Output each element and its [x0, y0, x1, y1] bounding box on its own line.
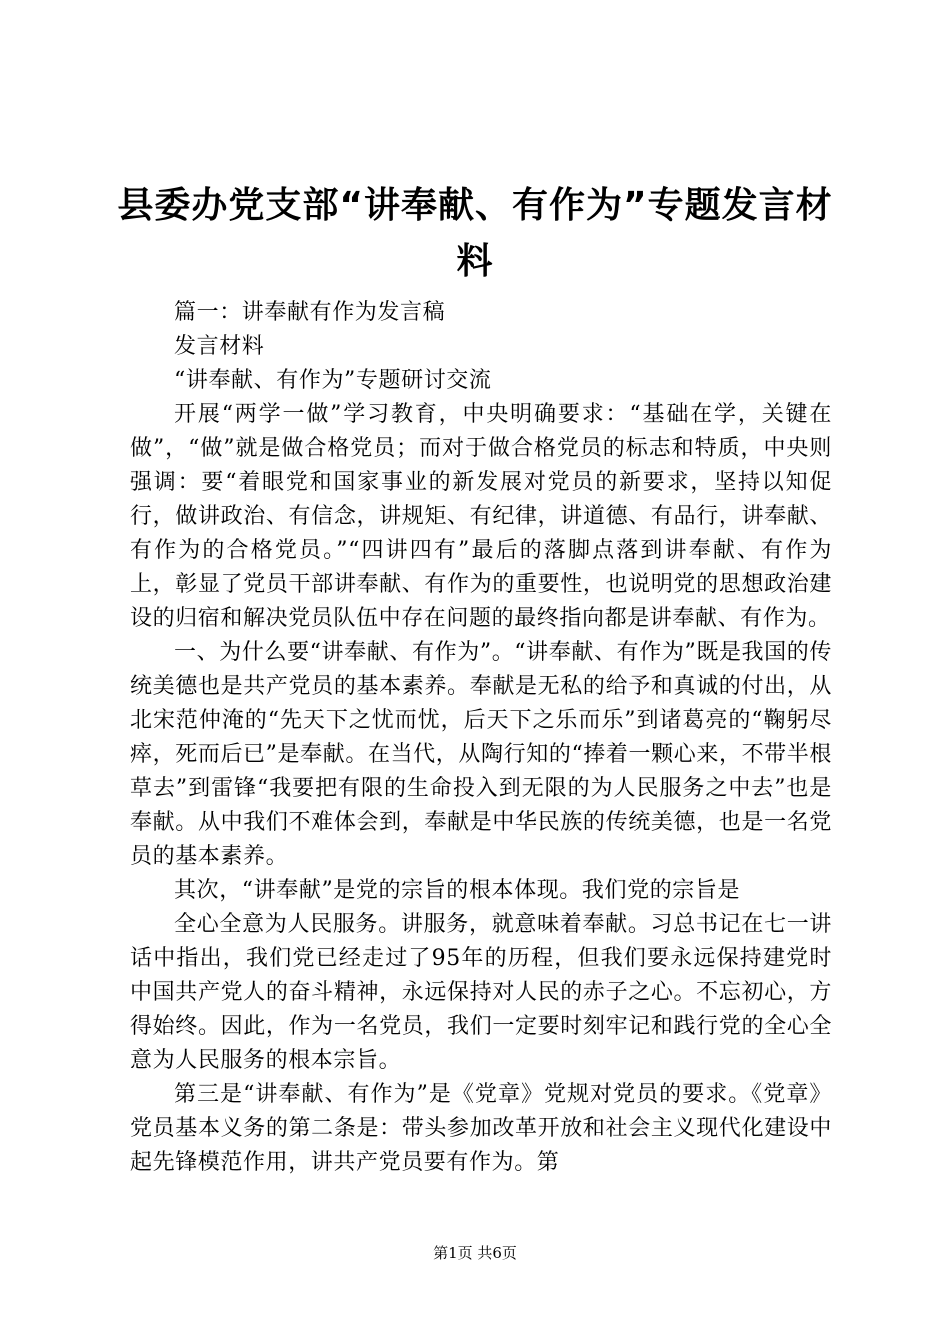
section-subtitle: “讲奉献、有作为”专题研讨交流 [174, 368, 492, 393]
page-number: 第1页 共6页 [433, 1244, 517, 1262]
section-label: 发言材料 [174, 334, 265, 359]
document-body [130, 296, 832, 1180]
paragraph-second: 其次，“讲奉献”是党的宗旨的根本体现。我们党的宗旨是 [174, 878, 741, 903]
document-title: 县委办党支部“讲奉献、有作为”专题发言材料 [117, 185, 833, 282]
article-heading: 篇一：讲奉献有作为发言稿 [174, 300, 446, 325]
paragraph-service: 全心全意为人民服务。讲服务，就意味着奉献。习总书记在七一讲话中指出，我们党已经走过了95年的历程，但我们要永远保持建党时中国共产党人的奋斗精神，永远保持对人民的赤子之心。不忘初心，方得始终。因此，作为一名党员，我们一定要时刻牢记和践行党的全心全意为人民服务的根本宗旨。 [130, 912, 832, 1073]
paragraph-third: 第三是“讲奉献、有作为”是《党章》党规对党员的要求。《党章》党员基本义务的第二条是：带头参加改革开放和社会主义现代化建设中起先锋模范作用，讲共产党员要有作为。第 [130, 1082, 832, 1175]
paragraph-why: 一、为什么要“讲奉献、有作为”。“讲奉献、有作为”既是我国的传统美德也是共产党员的基本素养。奉献是无私的给予和真诚的付出，从北宋范仲淹的“先天下之忧而忧，后天下之乐而乐”到诸葛亮的“鞠躬尽瘁，死而后已”是奉献。在当代，从陶行知的“捧着一颗心来，不带半根草去”到雷锋“我要把有限的生命投入到无限的为人民服务之中去”也是奉献。从中我们不难体会到，奉献是中华民族的传统美德，也是一名党员的基本素养。 [130, 640, 832, 869]
paragraph-intro: 开展“两学一做”学习教育，中央明确要求：“基础在学，关键在做”，“做”就是做合格党员；而对于做合格党员的标志和特质，中央则强调：要“着眼党和国家事业的新发展对党员的新要求，坚持以知促行，做讲政治、有信念，讲规矩、有纪律，讲道德、有品行，讲奉献、有作为的合格党员。”“四讲四有”最后的落脚点落到讲奉献、有作为上，彰显了党员干部讲奉献、有作为的重要性，也说明党的思想政治建设的归宿和解决党员队伍中存在问题的最终指向都是讲奉献、有作为。 [130, 402, 832, 631]
